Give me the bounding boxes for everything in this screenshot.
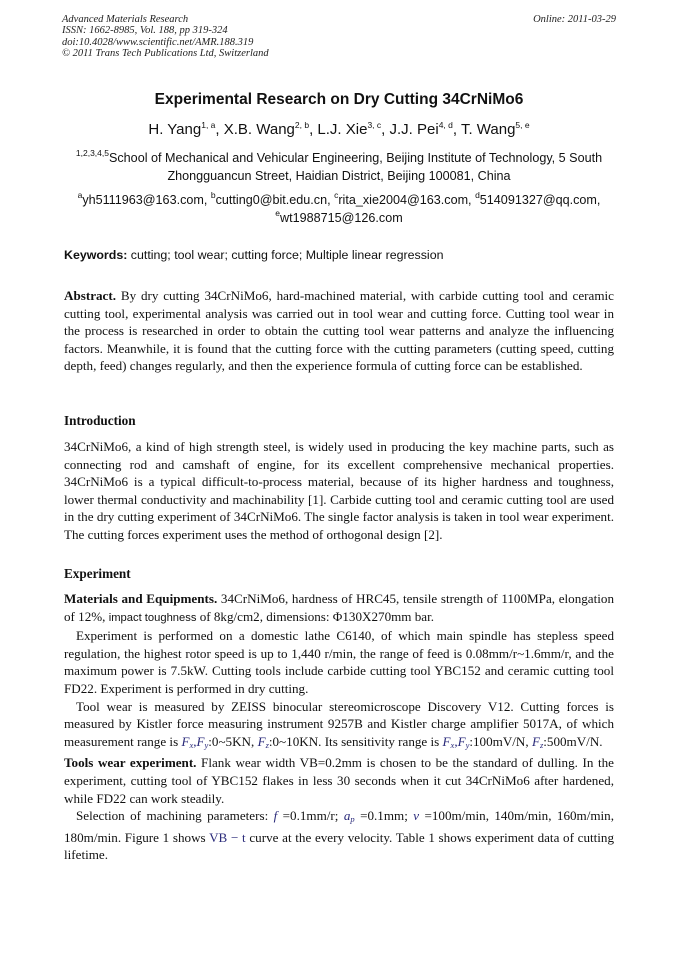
measurement-paragraph: [64, 698, 614, 755]
experiment-heading: Experiment: [64, 566, 131, 581]
materials-label: Materials and Equipments.: [64, 591, 218, 606]
velocity-values: =100m/min, 140m/min, 160m/min, 180m/min. Figure 1 shows: [64, 808, 614, 845]
fx-fy-symbol: $F_x,F_y$: [181, 733, 209, 750]
measurement-text: Tool wear is measured by ZEISS binocular stereomicroscope Discovery V12. Cutting forces is measured by Kistler force measuring instrument 9257B and Kistler charge amplifier 5017A, of which measurement range is: [64, 698, 614, 749]
measurement-range-2: :0~10KN. Its sensitivity range is: [268, 733, 443, 749]
author-name: X.B. Wang: [223, 121, 295, 138]
email-address: yh5111963@163.com,: [82, 193, 211, 207]
author-list: H. Yang$^{1, a}$, X.B. Wang$^{2, b}$, L.J. Xie$^{3, c}$, J.J. Pei$^{4, d}$, T. Wang$^{5, e}$: [148, 120, 530, 138]
depth-value: =0.1mm;: [354, 808, 414, 824]
author-superscript: 4, d: [438, 120, 453, 130]
sensitivity-1: :100mV/N,: [469, 733, 529, 749]
journal-name: Advanced Materials Research: [62, 14, 189, 25]
author-superscript: 1, a: [201, 120, 216, 130]
email-superscript: e: [275, 208, 280, 218]
affiliation-superscript: 1,2,3,4,5: [75, 148, 109, 158]
email-address: rita_xie2004@163.com,: [338, 193, 476, 207]
email-superscript: a: [77, 190, 83, 200]
author-name: H. Yang: [148, 121, 202, 138]
velocity-symbol: v: [413, 808, 420, 824]
impact-toughness-text: impact toughness: [108, 611, 197, 624]
email-address: wt1988715@126.com: [280, 211, 403, 225]
tools-wear-text: Flank wear width VB=0.2mm is chosen to be the standard of dulling. In the experiment, cutting tool of YBC152 flakes in less 30 seconds when it cut 34CrNiMo6 after hardened, while FD22 can work steadily.: [64, 755, 614, 806]
email-address: 514091327@qq.com,: [479, 193, 601, 207]
journal-doi: doi:10.4028/www.scientific.net/AMR.188.319: [62, 36, 254, 48]
materials-text-end: of 8kg/cm2, dimensions: Φ130X270mm bar.: [196, 608, 435, 624]
keywords-label: Keywords:: [64, 248, 128, 262]
feed-value: =0.1mm/r;: [277, 808, 344, 824]
affiliation-line-1: School of Mechanical and Vehicular Engineering, Beijing Institute of Technology, 5 South: [108, 151, 603, 165]
abstract-text: By dry cutting 34CrNiMo6, hard-machined material, with carbide cutting tool and ceramic cutting tool, experimental analysis was carried out in tool wear and cutting force. Cutting tool wear in the process is researched in order to obtain the cutting tool wear patterns and analyze the influencing factors. Meanwhile, it is found that the cutting force with the cutting parameters (cutting speed, cutting depth, feed) changes regularly, and then the experience formula of cutting force can be established.: [64, 288, 614, 374]
depth-symbol: $a_p$: [343, 808, 355, 825]
email-list: [62, 191, 616, 227]
author-name: J.J. Pei: [389, 121, 439, 138]
paper-title: Experimental Research on Dry Cutting 34CrNiMo6: [154, 91, 524, 108]
tools-wear-label: Tools wear experiment.: [64, 755, 197, 771]
lathe-paragraph: Experiment is performed on a domestic lathe C6140, of which main spindle has stepless speed regulation, the highest rotor speed is up to 1,440 r/min, the range of feed is 0.08mm/r~1.6mm/r, and the maximum power is 7.5kW. Cutting tools include carbide cutting tool YBC152 and ceramic cutting tool FD22. Experiment is performed in dry cutting.: [64, 628, 614, 696]
fz-symbol: $F_z$: [257, 733, 269, 750]
parameters-text-end: curve at the every velocity. Table 1 shows experiment data of cutting lifetime.: [64, 829, 615, 863]
vb-t-symbol: VB − t: [209, 829, 246, 845]
fz-symbol: $F_z$: [531, 733, 544, 750]
abstract: [64, 287, 614, 375]
author-superscript: 3, c: [367, 120, 382, 130]
affiliation-line-2: Zhongguancun Street, Haidian District, Beijing 100081, China: [167, 169, 511, 183]
journal-header: [62, 14, 616, 60]
feed-symbol: f: [273, 808, 278, 824]
parameters-text: Selection of machining parameters:: [76, 808, 274, 824]
fx-fy-symbol: $F_x,F_y$: [442, 733, 470, 750]
measurement-range-1: :0~5KN,: [208, 733, 258, 749]
author-superscript: 2, b: [294, 120, 310, 130]
online-date: Online: 2011-03-29: [533, 14, 616, 25]
abstract-label: Abstract.: [64, 288, 116, 303]
introduction-heading: Introduction: [64, 413, 136, 428]
author-name: L.J. Xie: [317, 121, 368, 138]
email-superscript: d: [475, 190, 480, 200]
tools-wear-paragraph: [64, 754, 614, 807]
sensitivity-2: :500mV/N.: [543, 733, 603, 749]
email-superscript: b: [210, 190, 216, 200]
experiment-section: [64, 590, 614, 864]
journal-copyright: © 2011 Trans Tech Publications Ltd, Switzerland: [62, 48, 269, 60]
journal-issn: ISSN: 1662-8985, Vol. 188, pp 319-324: [62, 25, 228, 37]
parameters-paragraph: [64, 807, 614, 864]
materials-paragraph: [64, 590, 614, 627]
email-address: cutting0@bit.edu.cn,: [215, 193, 335, 207]
author-superscript: 5, e: [515, 120, 530, 130]
email-superscript: c: [334, 190, 339, 200]
introduction-text: 34CrNiMo6, a kind of high strength steel, is widely used in producing the key machine parts, such as connecting rod and camshaft of engine, for its excellent comprehensive mechanical properties. 34CrNiMo6 is a typical difficult-to-process material, because of its higher hardness and toughness, lower thermal conductivity and machinability [1]. Carbide cutting tool and ceramic cutting tool are used in the dry cutting experiment of 34CrNiMo6. The single factor analysis is taken in tool wear experiment. The cutting forces experiment uses the method of orthogonal design [2].: [64, 439, 614, 542]
keywords-text: cutting; tool wear; cutting force; Multiple linear regression: [127, 248, 444, 262]
keywords: [64, 248, 616, 262]
author-name: T. Wang: [460, 121, 516, 138]
affiliation: [62, 149, 616, 185]
materials-text: 34CrNiMo6, hardness of HRC45, tensile strength of 1100MPa, elongation of 12%,: [64, 591, 614, 624]
